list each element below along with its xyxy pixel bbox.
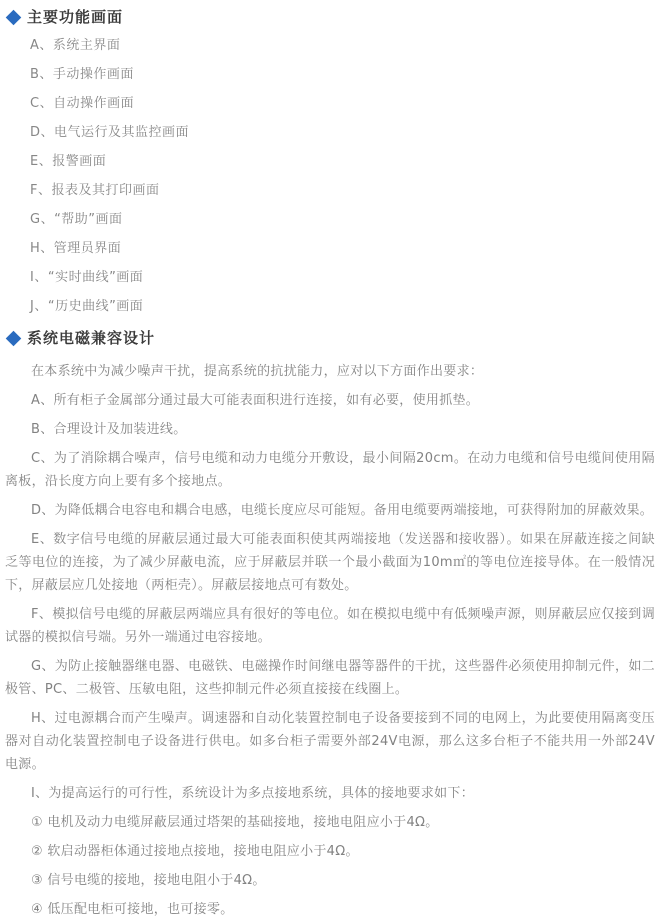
paragraph-a: A、所有柜子金属部分通过最大可能表面积进行连接，如有必要，使用抓垫。	[31, 393, 480, 408]
section-heading-emc-design	[5, 329, 655, 347]
list-item: G、“帮助”画面	[30, 212, 123, 227]
list-item: H、管理员界面	[30, 241, 122, 256]
list-item: J、“历史曲线”画面	[30, 299, 144, 314]
section-main-screens	[5, 8, 655, 313]
list-item: D、电气运行及其监控画面	[30, 125, 190, 140]
paragraph-g: G、为防止接触器继电器、电磁铁、电磁操作时间继电器等器件的干扰，这些器件必须使用抑制元件，如二极管、PC、二极管、压敏电阻，这些抑制元件必须直接接在线圈上。	[5, 659, 655, 697]
section-title: 系统电磁兼容设计	[27, 329, 156, 347]
paragraph-c: C、为了消除耦合噪声，信号电缆和动力电缆分开敷设，最小间隔20cm。在动力电缆和信号电缆间使用隔离板，沿长度方向上要有多个接地点。	[5, 451, 655, 489]
paragraph-b: B、合理设计及加装进线。	[31, 422, 187, 437]
list-item: E、报警画面	[30, 154, 107, 169]
grounding-rule-3: ③ 信号电缆的接地，接地电阻小于4Ω。	[31, 873, 266, 888]
grounding-rule-2: ② 软启动器柜体通过接地点接地，接地电阻应小于4Ω。	[31, 844, 359, 859]
paragraph-d: D、为降低耦合电容电和耦合电感，电缆长度应尽可能短。备用电缆要两端接地，可获得附加的屏蔽效果。	[31, 503, 654, 518]
section-heading-main-screens	[5, 8, 655, 26]
diamond-icon	[6, 9, 22, 25]
section-emc-design	[5, 329, 655, 921]
list-item: I、“实时曲线”画面	[30, 270, 144, 285]
paragraph-e: E、数字信号电缆的屏蔽层通过最大可能表面积使其两端接地（发送器和接收器）。如果在屏蔽连接之间缺乏等电位的连接，为了减少屏蔽电流，应于屏蔽层并联一个最小截面为10m㎡的等电位连接导体。在一般情况下，屏蔽层应几处接地（两柜壳）。屏蔽层接地点可有数处。	[5, 532, 655, 593]
list-item: A、系统主界面	[30, 38, 121, 53]
grounding-rule-4: ④ 低压配电柜可接地，也可接零。	[31, 902, 234, 917]
main-screens-list	[5, 39, 655, 313]
list-item: F、报表及其打印画面	[30, 183, 160, 198]
grounding-rule-1: ① 电机及动力电缆屏蔽层通过塔架的基础接地，接地电阻应小于4Ω。	[31, 815, 439, 830]
paragraph-h: H、过电源耦合而产生噪声。调速器和自动化装置控制电子设备要接到不同的电网上，为此要使用隔离变压器对自动化装置控制电子设备进行供电。如多台柜子需要外部24V电源，那么这多台柜子不能共用一外部24V电源。	[5, 711, 655, 772]
paragraph-f: F、模拟信号电缆的屏蔽层两端应具有很好的等电位。如在模拟电缆中有低频噪声源，则屏蔽层应仅接到调试器的模拟信号端。另外一端通过电容接地。	[5, 607, 655, 645]
diamond-icon	[6, 330, 22, 346]
paragraph-i: I、为提高运行的可行性，系统设计为多点接地系统，具体的接地要求如下：	[31, 786, 475, 801]
paragraph-intro: 在本系统中为减少噪声干扰，提高系统的抗扰能力，应对以下方面作出要求：	[31, 364, 484, 379]
list-item: B、手动操作画面	[30, 67, 134, 82]
section-title: 主要功能画面	[27, 8, 124, 26]
list-item: C、自动操作画面	[30, 96, 135, 111]
